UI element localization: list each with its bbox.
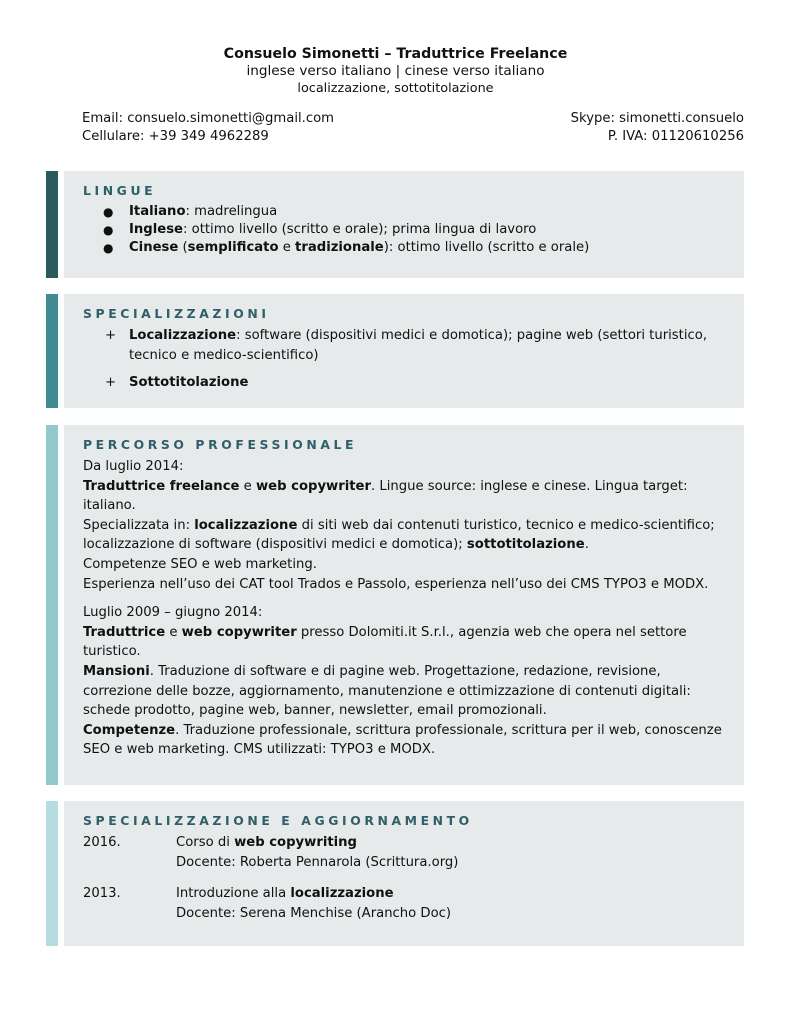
job-entry — [83, 457, 730, 594]
course-year: 2016. — [83, 835, 121, 850]
job-specialization: Specializzata in: localizzazione di siti web dai contenuti turistico, tecnico e medico-scientifico; localizzazione di software (dispositivi medici e domotica); sottotitolazione. — [83, 517, 715, 553]
section-specializzazioni — [46, 294, 744, 408]
job-cat: Esperienza nell’uso dei CAT tool Trados e Passolo, esperienza nell’uso dei CMS TYPO3 e MODX. — [83, 576, 709, 592]
section-title: LINGUE — [83, 183, 157, 198]
job-entry — [83, 603, 730, 760]
job-date: Luglio 2009 – giugno 2014: — [83, 605, 263, 621]
cv-header — [0, 45, 791, 97]
section-bar — [46, 171, 58, 278]
section-aggiornamento — [46, 801, 744, 946]
bullet-icon: ● — [103, 241, 114, 255]
cv-subtitle-languages: inglese verso italiano | cinese verso italiano — [246, 63, 545, 79]
job-role: Traduttrice e web copywriter presso Dolomiti.it S.r.l., agenzia web che opera nel settore turistico. — [83, 624, 687, 660]
languages-list — [83, 203, 730, 257]
job-duties: Mansioni. Traduzione di software e di pagine web. Progettazione, redazione, revisione, correzione delle bozze, aggiornamento, manutenzione e ottimizzazione di contenuti digitali: schede prodotto, pagine web, banner, newsletter, email promozionali. — [83, 663, 691, 719]
contact-phone: Cellulare: +39 349 4962289 — [82, 129, 269, 144]
list-item: ● Italiano: madrelingua — [103, 204, 278, 219]
section-lingue — [46, 171, 744, 278]
course-name: web copywriting — [234, 835, 357, 850]
contact-skype: Skype: simonetti.consuelo — [570, 111, 744, 126]
job-date: Da luglio 2014: — [83, 459, 184, 474]
contact-vat: P. IVA: 01120610256 — [607, 129, 744, 144]
cv-subtitle-services: localizzazione, sottotitolazione — [297, 81, 494, 96]
list-item: ● Cinese (semplificato e tradizionale): ottimo livello (scritto e orale) — [103, 240, 590, 255]
contact-left — [82, 110, 334, 146]
section-percorso — [46, 425, 744, 785]
plus-icon: + — [105, 328, 117, 343]
course-teacher: Docente: Serena Menchise (Arancho Doc) — [176, 905, 452, 921]
plus-icon: + — [105, 375, 117, 391]
section-title: SPECIALIZZAZIONE E AGGIORNAMENTO — [83, 813, 473, 828]
job-skills: Competenze. Traduzione professionale, scrittura professionale, scrittura per il web, conoscenze SEO e web marketing. CMS utilizzati: TYPO3 e MODX. — [83, 722, 722, 758]
course-entry: 2016. Corso di web copywriting Docente: Roberta Pennarola (Scrittura.org) — [83, 833, 730, 872]
list-item: + Sottotitolazione — [83, 373, 730, 393]
course-name: localizzazione — [290, 886, 394, 902]
contact-email[interactable]: Email: consuelo.simonetti@gmail.com — [82, 111, 335, 126]
course-entry: 2013. Introduzione alla localizzazione Docente: Serena Menchise (Arancho Doc) — [83, 884, 730, 923]
section-bar — [46, 801, 58, 946]
course-year: 2013. — [83, 886, 121, 902]
course-teacher: Docente: Roberta Pennarola (Scrittura.org) — [176, 854, 459, 870]
list-item: + Localizzazione: software (dispositivi medici e domotica); pagine web (settori turistico, tecnico e medico-scientifico) — [105, 328, 708, 363]
section-title: SPECIALIZZAZIONI — [83, 306, 270, 321]
specializations-list — [83, 326, 730, 393]
cv-name: Consuelo Simonetti – Traduttrice Freelance — [223, 46, 568, 62]
section-title: PERCORSO PROFESSIONALE — [83, 437, 358, 452]
job-seo: Competenze SEO e web marketing. — [83, 556, 317, 572]
section-bar — [46, 425, 58, 785]
list-item: ● Inglese: ottimo livello (scritto e orale); prima lingua di lavoro — [103, 222, 537, 237]
job-role: Traduttrice freelance e web copywriter. Lingue source: inglese e cinese. Lingua target: italiano. — [83, 478, 688, 514]
contact-right — [571, 110, 744, 146]
bullet-icon: ● — [103, 223, 114, 237]
bullet-icon: ● — [103, 205, 114, 219]
section-bar — [46, 294, 58, 408]
